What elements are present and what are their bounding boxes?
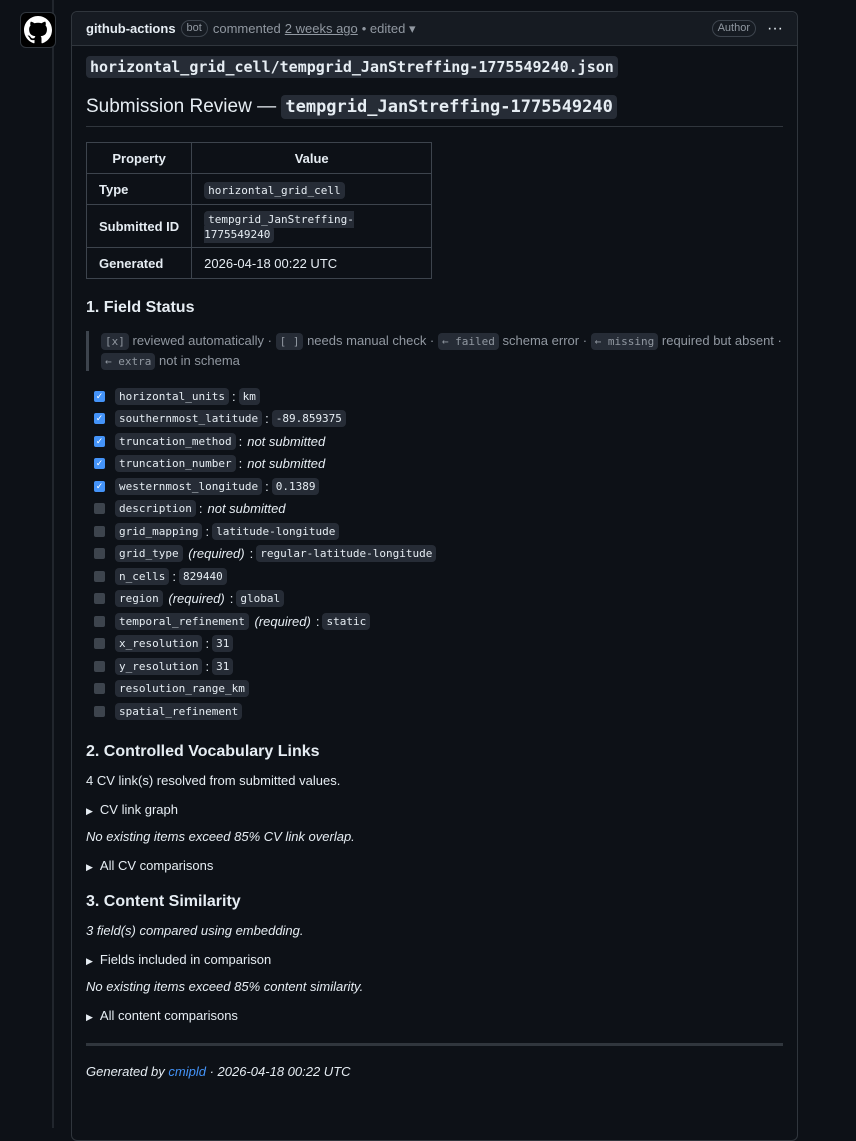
not-submitted: not submitted: [247, 433, 326, 449]
field-name: resolution_range_km: [115, 680, 249, 697]
github-logo-icon: [24, 16, 52, 44]
checkbox[interactable]: [94, 638, 105, 649]
more-options-icon[interactable]: ···: [767, 19, 783, 37]
field-name: southernmost_latitude: [115, 410, 262, 427]
legend-text: needs manual check ·: [307, 333, 435, 348]
field-item: [86, 565, 783, 588]
cell: Submitted ID: [87, 205, 192, 248]
field-item: [86, 588, 783, 611]
footer-prefix: Generated by: [86, 1063, 165, 1079]
file-path: [86, 58, 783, 76]
required-label: (required): [168, 591, 225, 607]
file-path-code: horizontal_grid_cell/tempgrid_JanStreffing-1775549240.json: [86, 56, 618, 78]
cell: Type: [87, 174, 192, 205]
field-name: y_resolution: [115, 658, 202, 675]
required-label: (required): [188, 546, 245, 562]
field-list: [86, 385, 783, 723]
legend-text: not in schema: [158, 353, 240, 368]
legend-key: [x]: [101, 333, 129, 350]
colon: :: [205, 636, 210, 652]
colon: :: [205, 658, 210, 674]
section-field-status: 1. Field Status: [86, 299, 195, 316]
colon: :: [205, 523, 210, 539]
table-row: [87, 174, 432, 205]
comment-header: [72, 12, 797, 46]
cell: 2026-04-18 00:22 UTC: [192, 248, 432, 279]
section-cv-links: 2. Controlled Vocabulary Links: [86, 742, 320, 760]
field-name: truncation_method: [115, 433, 236, 450]
checkbox[interactable]: [94, 526, 105, 537]
similarity-summary: 3 field(s) compared using embedding.: [86, 922, 304, 938]
field-item: [86, 700, 783, 723]
legend-text: schema error ·: [502, 333, 588, 348]
cell: Generated: [87, 248, 192, 279]
legend-key: [ ]: [276, 333, 304, 350]
colon: :: [265, 478, 269, 494]
title-id: tempgrid_JanStreffing-1775549240: [281, 95, 617, 119]
field-item: [86, 678, 783, 701]
content-comparisons-toggle[interactable]: ▶ All content comparisons: [86, 1008, 783, 1023]
bot-badge: bot: [181, 20, 208, 37]
field-item: [86, 610, 783, 633]
checkbox[interactable]: [94, 616, 105, 627]
field-name: truncation_number: [115, 455, 236, 472]
field-value: -89.859375: [272, 410, 346, 427]
field-value: 829440: [179, 568, 227, 585]
checkbox[interactable]: ✓: [95, 458, 104, 469]
legend-text: required but absent ·: [661, 333, 782, 348]
field-value: regular-latitude-longitude: [256, 545, 436, 562]
avatar[interactable]: [20, 12, 56, 48]
field-value: static: [322, 613, 370, 630]
cv-comparisons-toggle[interactable]: ▶ All CV comparisons: [86, 858, 783, 873]
author-link[interactable]: github-actions: [86, 21, 176, 36]
col-property: Property: [87, 143, 192, 174]
edited-dropdown[interactable]: • edited ▾: [361, 20, 416, 36]
field-name: x_resolution: [115, 635, 202, 652]
colon: :: [238, 456, 243, 472]
section-content-similarity: 3. Content Similarity: [86, 892, 241, 910]
checkbox[interactable]: [94, 706, 105, 717]
title-prefix: Submission Review —: [86, 96, 277, 117]
field-name: westernmost_longitude: [115, 478, 262, 495]
field-value: 0.1389: [272, 478, 320, 495]
field-item: [86, 520, 783, 543]
legend: [86, 331, 783, 371]
field-item: [86, 655, 783, 678]
not-submitted: not submitted: [207, 501, 286, 517]
cmipld-link[interactable]: cmipld: [168, 1063, 206, 1079]
field-item: [86, 385, 783, 408]
property-table: [86, 142, 432, 279]
colon: :: [231, 388, 236, 404]
field-name: description: [115, 500, 196, 517]
cv-summary: 4 CV link(s) resolved from submitted values.: [86, 772, 341, 788]
cell-code: tempgrid_JanStreffing-1775549240: [204, 213, 354, 241]
cv-link-graph-toggle[interactable]: ▶ CV link graph: [86, 802, 783, 817]
fields-included-toggle[interactable]: ▶ Fields included in comparison: [86, 952, 783, 967]
comment: [71, 11, 798, 1141]
colon: :: [249, 546, 254, 562]
table-row: [87, 248, 432, 279]
field-value: latitude-longitude: [212, 523, 339, 540]
field-name: spatial_refinement: [115, 703, 242, 720]
field-value: global: [236, 590, 284, 607]
checkbox[interactable]: [94, 593, 105, 604]
colon: :: [198, 501, 203, 517]
field-name: horizontal_units: [115, 388, 229, 405]
field-name: region: [115, 590, 163, 607]
footer-timestamp: · 2026-04-18 00:22 UTC: [209, 1063, 351, 1079]
cell: [192, 205, 432, 248]
checkbox[interactable]: [94, 661, 105, 672]
timeline-line: [52, 0, 54, 1128]
field-name: grid_type: [115, 545, 183, 562]
cell: [192, 174, 432, 205]
field-item: [86, 430, 783, 453]
legend-key: ← missing: [591, 333, 659, 350]
author-badge: Author: [712, 20, 756, 37]
legend-key: ← failed: [438, 333, 499, 350]
legend-text: reviewed automatically ·: [132, 333, 272, 348]
field-name: grid_mapping: [115, 523, 202, 540]
field-name: n_cells: [115, 568, 169, 585]
colon: :: [229, 591, 234, 607]
divider: [86, 1043, 783, 1046]
colon: :: [172, 568, 176, 584]
checkbox[interactable]: [94, 503, 105, 514]
field-item: [86, 475, 783, 498]
cv-note: No existing items exceed 85% CV link overlap.: [86, 828, 355, 844]
field-name: temporal_refinement: [115, 613, 249, 630]
colon: :: [265, 411, 269, 427]
checkbox[interactable]: [94, 683, 105, 694]
field-item: [86, 543, 783, 566]
checkbox[interactable]: [94, 548, 105, 559]
table-row: [87, 205, 432, 248]
field-value: 31: [212, 658, 233, 675]
field-value: 31: [212, 635, 233, 652]
checkbox[interactable]: ✓: [95, 480, 104, 491]
checkbox[interactable]: ✓: [95, 413, 104, 424]
field-item: [86, 453, 783, 476]
col-value: Value: [192, 143, 432, 174]
timestamp-link[interactable]: 2 weeks ago: [284, 21, 358, 36]
similarity-note: No existing items exceed 85% content similarity.: [86, 978, 364, 994]
cell-code: horizontal_grid_cell: [204, 182, 344, 199]
page-title: [86, 96, 783, 127]
commented-text: commented: [212, 21, 281, 36]
field-item: [86, 498, 783, 521]
colon: :: [238, 433, 243, 449]
checkbox[interactable]: ✓: [95, 435, 104, 446]
field-item: [86, 408, 783, 431]
field-item: [86, 633, 783, 656]
legend-key: ← extra: [101, 353, 155, 370]
checkbox[interactable]: [94, 571, 105, 582]
field-value: km: [239, 388, 260, 405]
required-label: (required): [254, 613, 311, 629]
checkbox[interactable]: ✓: [95, 390, 104, 401]
not-submitted: not submitted: [247, 456, 326, 472]
colon: :: [315, 613, 320, 629]
